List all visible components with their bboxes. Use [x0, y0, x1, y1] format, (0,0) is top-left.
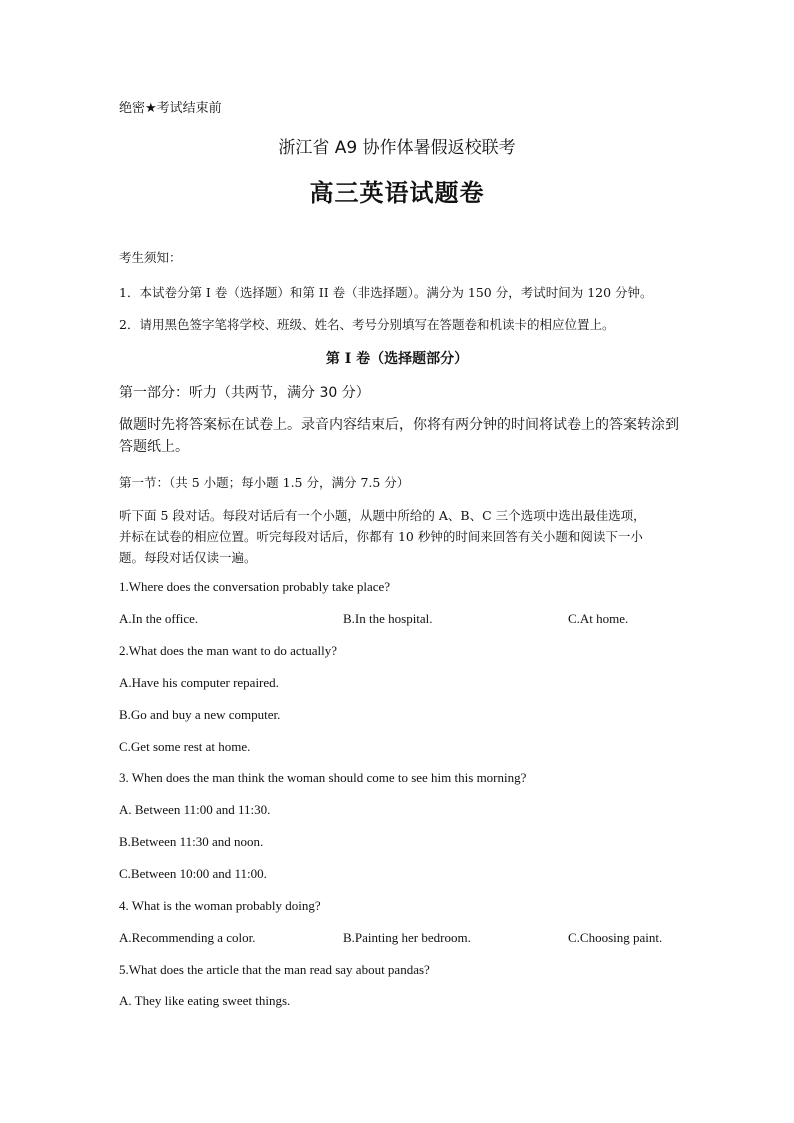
listening-instruction-line-2: 答题纸上。 — [119, 439, 189, 455]
question-1-option-b: B.In the hospital. — [343, 611, 433, 626]
question-3: 3. When does the man think the woman should come to see him this morning? — [119, 770, 527, 785]
question-4-option-a: A.Recommending a color. — [119, 930, 256, 945]
subsection-instruction-line-2: 并标在试卷的相应位置。听完每段对话后，你都有 10 秒钟的时间来回答有关小题和阅读下一小 — [119, 529, 643, 544]
question-2-option-c: C.Get some rest at home. — [119, 739, 251, 754]
notice-item-1: 1．本试卷分第 I 卷（选择题）和第 II 卷（非选择题）。满分为 150 分，考试时间为 120 分钟。 — [119, 285, 653, 300]
subsection-heading: 第一节：（共 5 小题；每小题 1.5 分，满分 7.5 分） — [119, 475, 410, 490]
part1-heading: 第 I 卷（选择题部分） — [325, 351, 469, 367]
question-4-option-b: B.Painting her bedroom. — [343, 930, 471, 945]
question-3-option-c: C.Between 10:00 and 11:00. — [119, 866, 267, 881]
question-5-option-a: A. They like eating sweet things. — [119, 993, 291, 1008]
listening-instruction-line-1: 做题时先将答案标在试卷上。录音内容结束后，你将有两分钟的时间将试卷上的答案转涂到 — [119, 417, 679, 433]
question-2: 2.What does the man want to do actually? — [119, 643, 338, 658]
question-4: 4. What is the woman probably doing? — [119, 898, 321, 913]
question-2-option-a: A.Have his computer repaired. — [119, 675, 279, 690]
subsection-instruction — [119, 505, 684, 568]
section-listening: 第一部分：听力（共两节，满分 30 分） — [119, 385, 370, 401]
exam-subtitle: 浙江省 A9 协作体暑假返校联考 — [278, 138, 516, 158]
question-2-option-b: B.Go and buy a new computer. — [119, 707, 281, 722]
question-1-option-a: A.In the office. — [119, 611, 199, 626]
notice-item-2: 2．请用黑色签字笔将学校、班级、姓名、考号分别填写在答题卷和机读卡的相应位置上。 — [119, 317, 615, 332]
subsection-instruction-line-1: 听下面 5 段对话。每段对话后有一个小题，从题中所给的 A、B、C 三个选项中选出最佳选项， — [119, 508, 646, 523]
question-4-option-c: C.Choosing paint. — [568, 930, 663, 945]
subsection-instruction-line-3: 题。每段对话仅读一遍。 — [119, 550, 257, 565]
confidential-label: 绝密★考试结束前 — [119, 101, 222, 116]
question-3-option-a: A. Between 11:00 and 11:30. — [119, 802, 271, 817]
question-3-option-b: B.Between 11:30 and noon. — [119, 834, 264, 849]
listening-instruction — [119, 414, 679, 458]
question-1-option-c: C.At home. — [568, 611, 629, 626]
page-title: 高三英语试题卷 — [309, 178, 485, 207]
notice-heading: 考生须知： — [119, 250, 182, 265]
question-1: 1.Where does the conversation probably take place? — [119, 579, 391, 594]
question-5: 5.What does the article that the man read say about pandas? — [119, 962, 430, 977]
